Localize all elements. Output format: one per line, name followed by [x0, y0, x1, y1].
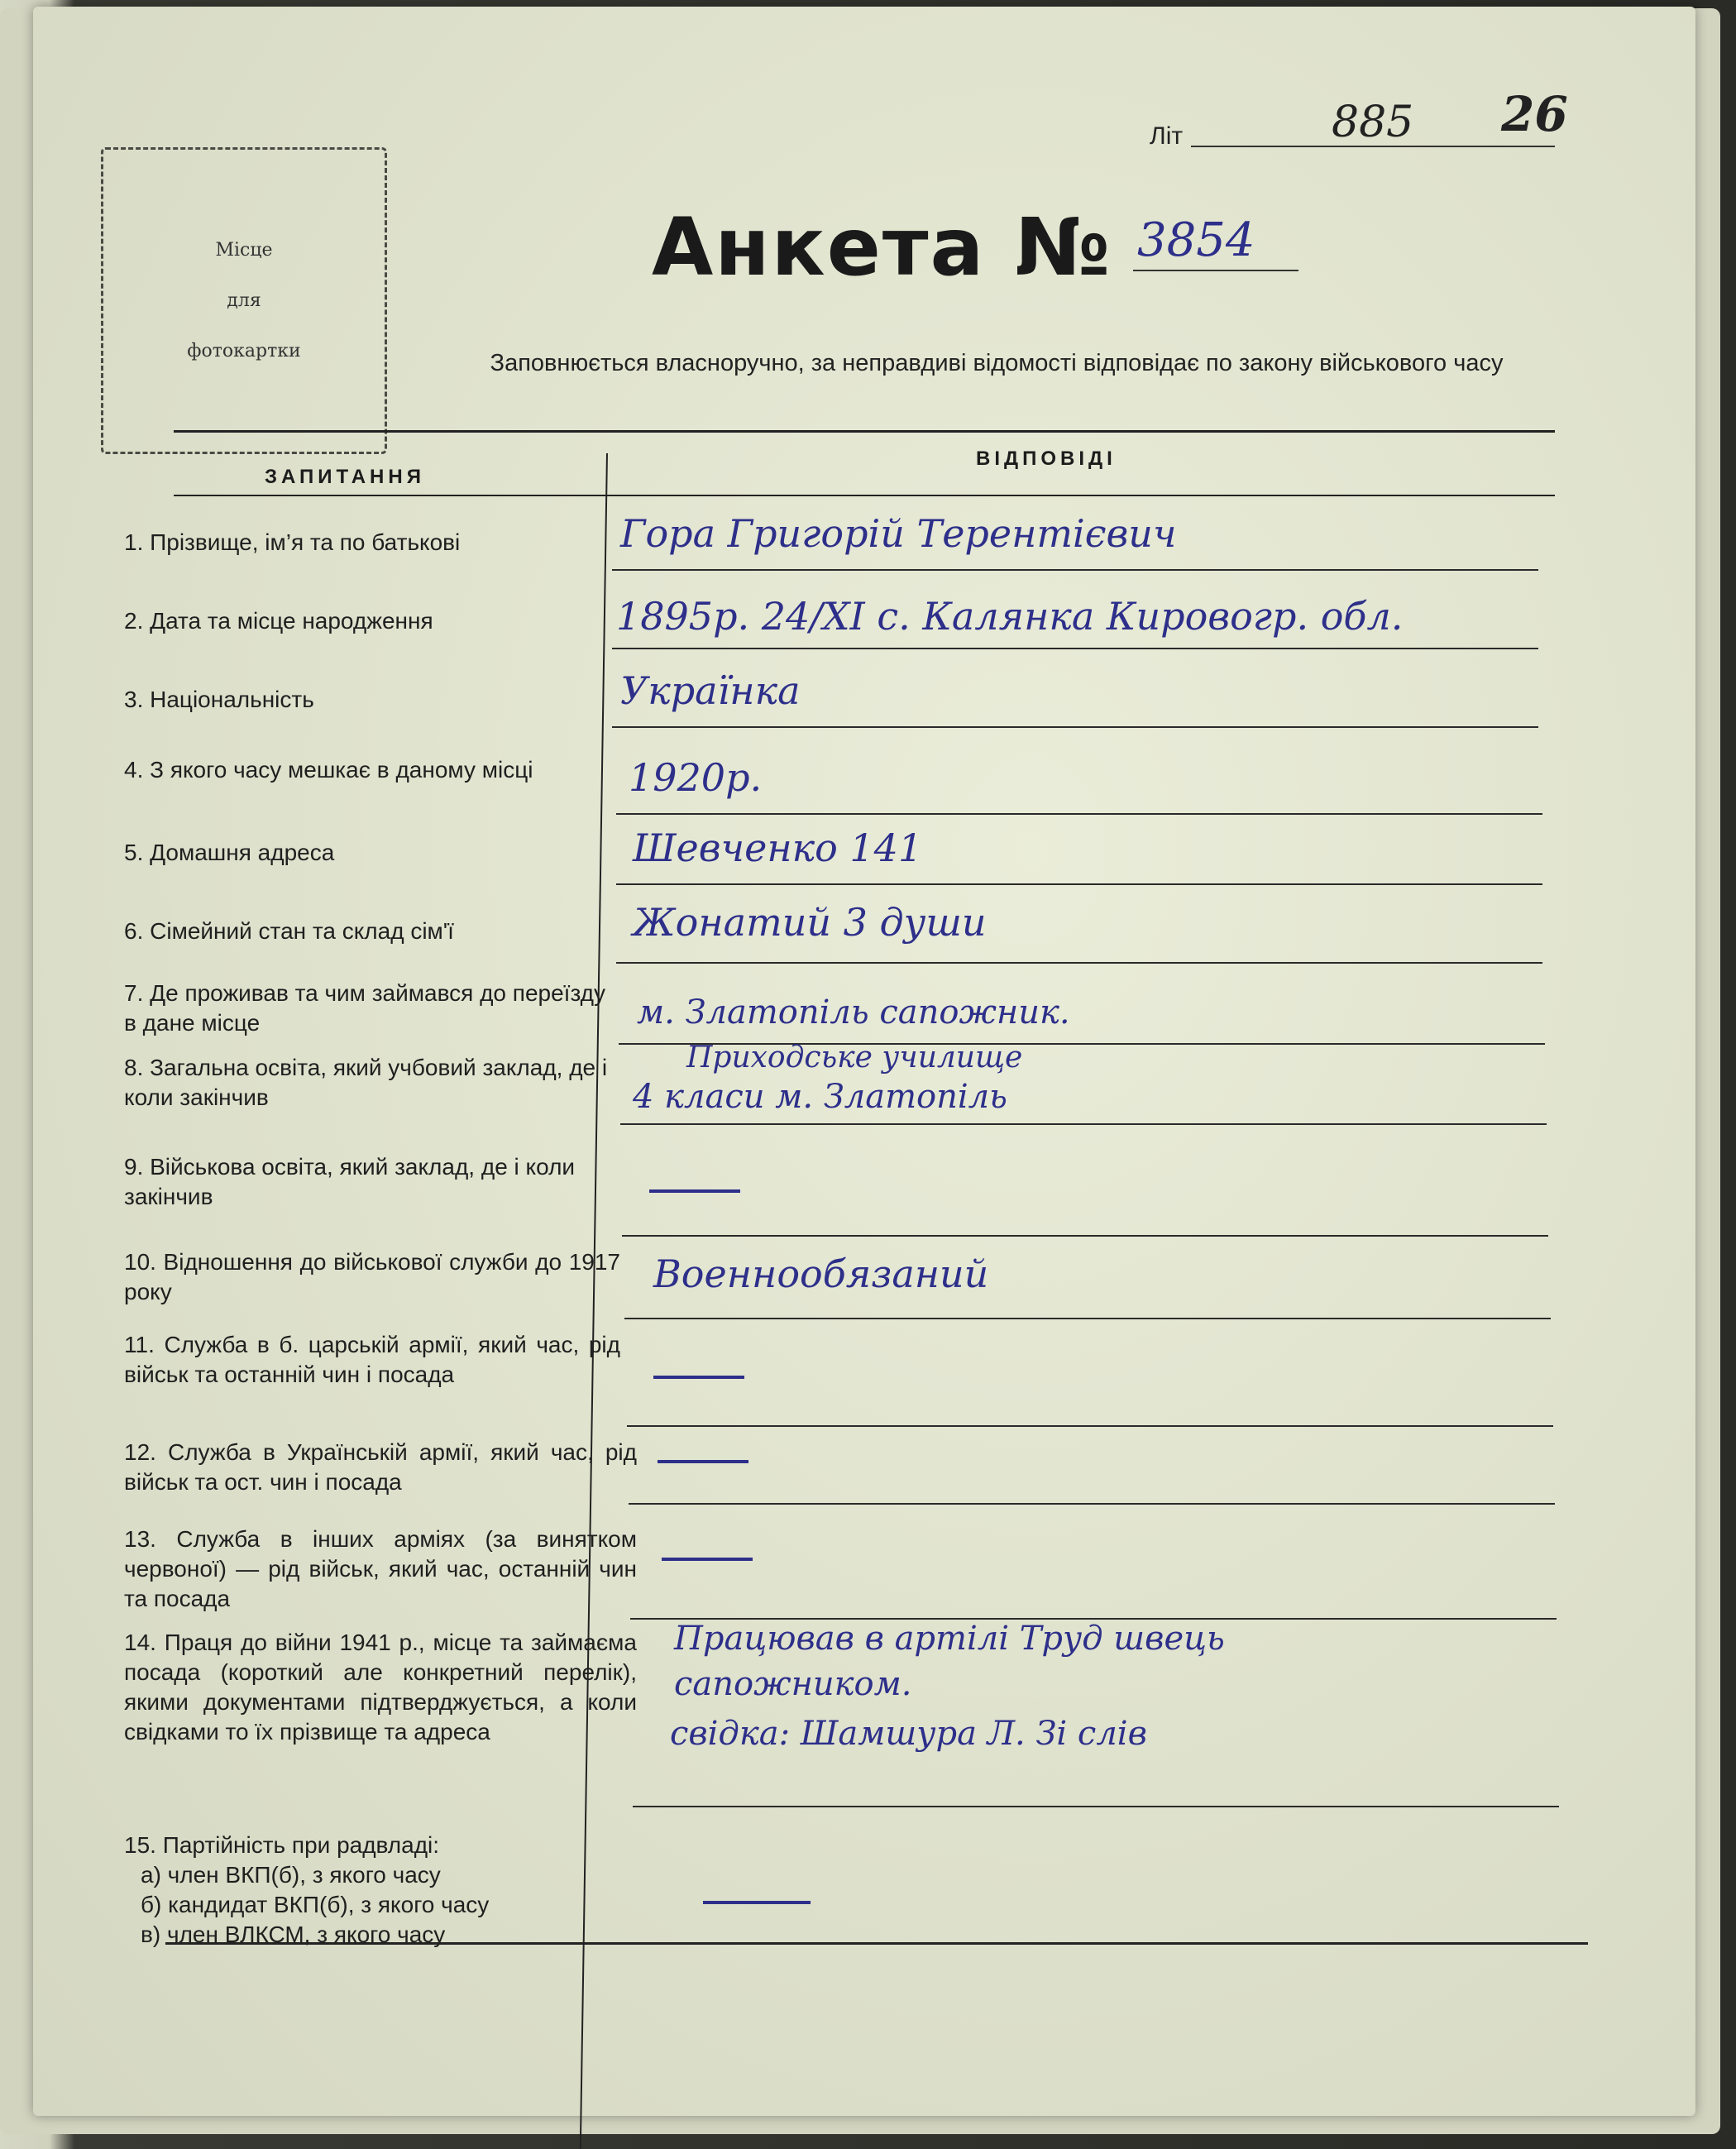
- question-label: 10. Відношення до військової служби до 1917 року: [124, 1249, 620, 1304]
- form-number-underline: [1133, 270, 1298, 271]
- question-label: 6. Сімейний стан та склад сім'ї: [124, 918, 454, 944]
- answer-text: 1895р. 24/XI с. Калянка Кировогр. обл.: [616, 594, 1404, 639]
- question-label: 8. Загальна освіта, який учбовий заклад, де і коли закінчив: [124, 1055, 608, 1110]
- answer-text: Шевченко 141: [633, 826, 923, 870]
- answer-line: [616, 883, 1542, 885]
- answer-text-2: 4 класи м. Златопіль: [633, 1078, 1007, 1116]
- answer-text: Приходське училище: [686, 1041, 1023, 1074]
- answer-text: м. Златопіль сапожник.: [637, 993, 1070, 1031]
- questionnaire-page: [33, 7, 1695, 2116]
- answer-line: [620, 1123, 1547, 1125]
- answer-line: [624, 1318, 1551, 1319]
- photo-label-1: Місце: [215, 240, 273, 261]
- question-label: 2. Дата та місце народження: [124, 608, 433, 634]
- question-label: 13. Служба в інших арміях (за винятком червоної) — рід військ, який час, останній чин та посада: [124, 1526, 637, 1611]
- question-label: 3. Національність: [124, 687, 314, 712]
- answer-text: Гора Григорій Терентієвич: [620, 511, 1177, 556]
- answer-line: [633, 1806, 1559, 1807]
- column-header-questions: ЗАПИТАННЯ: [265, 466, 425, 488]
- answer-line: [612, 569, 1538, 571]
- question-label: 7. Де проживав та чим займався до переїзду в дане місце: [124, 980, 605, 1036]
- answer-line: [629, 1503, 1555, 1505]
- answer-dash: [662, 1558, 753, 1561]
- photo-label-2: для: [227, 290, 261, 311]
- lit-label: Літ: [1150, 122, 1184, 150]
- answer-line: [616, 813, 1542, 815]
- table-header-rule: [174, 495, 1555, 496]
- question-item: б) кандидат ВКП(б), з якого часу: [141, 1892, 490, 1917]
- answer-line: [622, 1235, 1548, 1237]
- answer-line: [616, 962, 1542, 964]
- question-label: 14. Праця до війни 1941 р., місце та займаєма посада (короткий але конкретний перелік), якими документами підтверджується, а коли свідками то їх прізвище та адреса: [124, 1630, 637, 1745]
- answer-text-2: сапожником.: [674, 1665, 912, 1703]
- answer-dash: [703, 1901, 811, 1904]
- answer-text: Военнообязаний: [653, 1252, 989, 1296]
- answer-line: [612, 726, 1538, 728]
- answer-text: 1920р.: [629, 755, 763, 800]
- column-header-answers: ВІДПОВІДІ: [976, 448, 1117, 470]
- form-number: 3854: [1137, 213, 1255, 267]
- answer-line: [612, 648, 1538, 649]
- photo-placeholder: [101, 147, 387, 454]
- lit-number: 885: [1332, 98, 1414, 147]
- question-label: 1. Прізвище, ім’я та по батькові: [124, 529, 461, 555]
- question-label: 11. Служба в б. царській армії, який час, рід військ та останній чин і посада: [124, 1332, 620, 1387]
- question-item: в) член ВЛКСМ, з якого часу: [141, 1922, 446, 1947]
- answer-text: Жонатий 3 души: [633, 900, 987, 945]
- photo-label-3: фотокартки: [187, 341, 301, 361]
- question-heading: 15. Партійність при радвладі:: [124, 1832, 440, 1858]
- form-title: Анкета №: [652, 201, 1112, 294]
- question-label: 9. Військова освіта, який заклад, де і коли закінчив: [124, 1154, 576, 1209]
- form-subtitle: Заповнюється власноручно, за неправдиві відомості відповідає по закону військового часу: [490, 350, 1504, 376]
- table-bottom-rule: [165, 1942, 1588, 1945]
- answer-dash: [649, 1189, 740, 1193]
- lit-sheet: 26: [1501, 86, 1568, 142]
- question-label: 4. З якого часу мешкає в даному місці: [124, 757, 533, 783]
- answer-text: Працював в артілі Труд швець: [674, 1620, 1225, 1658]
- table-top-rule: [174, 430, 1555, 433]
- answer-line: [627, 1425, 1553, 1427]
- question-label: 12. Служба в Українській армії, який час, рід військ та ост. чин і посада: [124, 1439, 637, 1495]
- answer-text: Українка: [620, 668, 801, 713]
- question-item: а) член ВКП(б), з якого часу: [141, 1862, 441, 1888]
- question-label: [124, 1831, 637, 1950]
- answer-text-3: свідка: Шамшура Л. Зі слів: [670, 1715, 1147, 1753]
- question-label: 5. Домашня адреса: [124, 840, 335, 865]
- answer-dash: [653, 1376, 744, 1379]
- answer-dash: [658, 1460, 748, 1463]
